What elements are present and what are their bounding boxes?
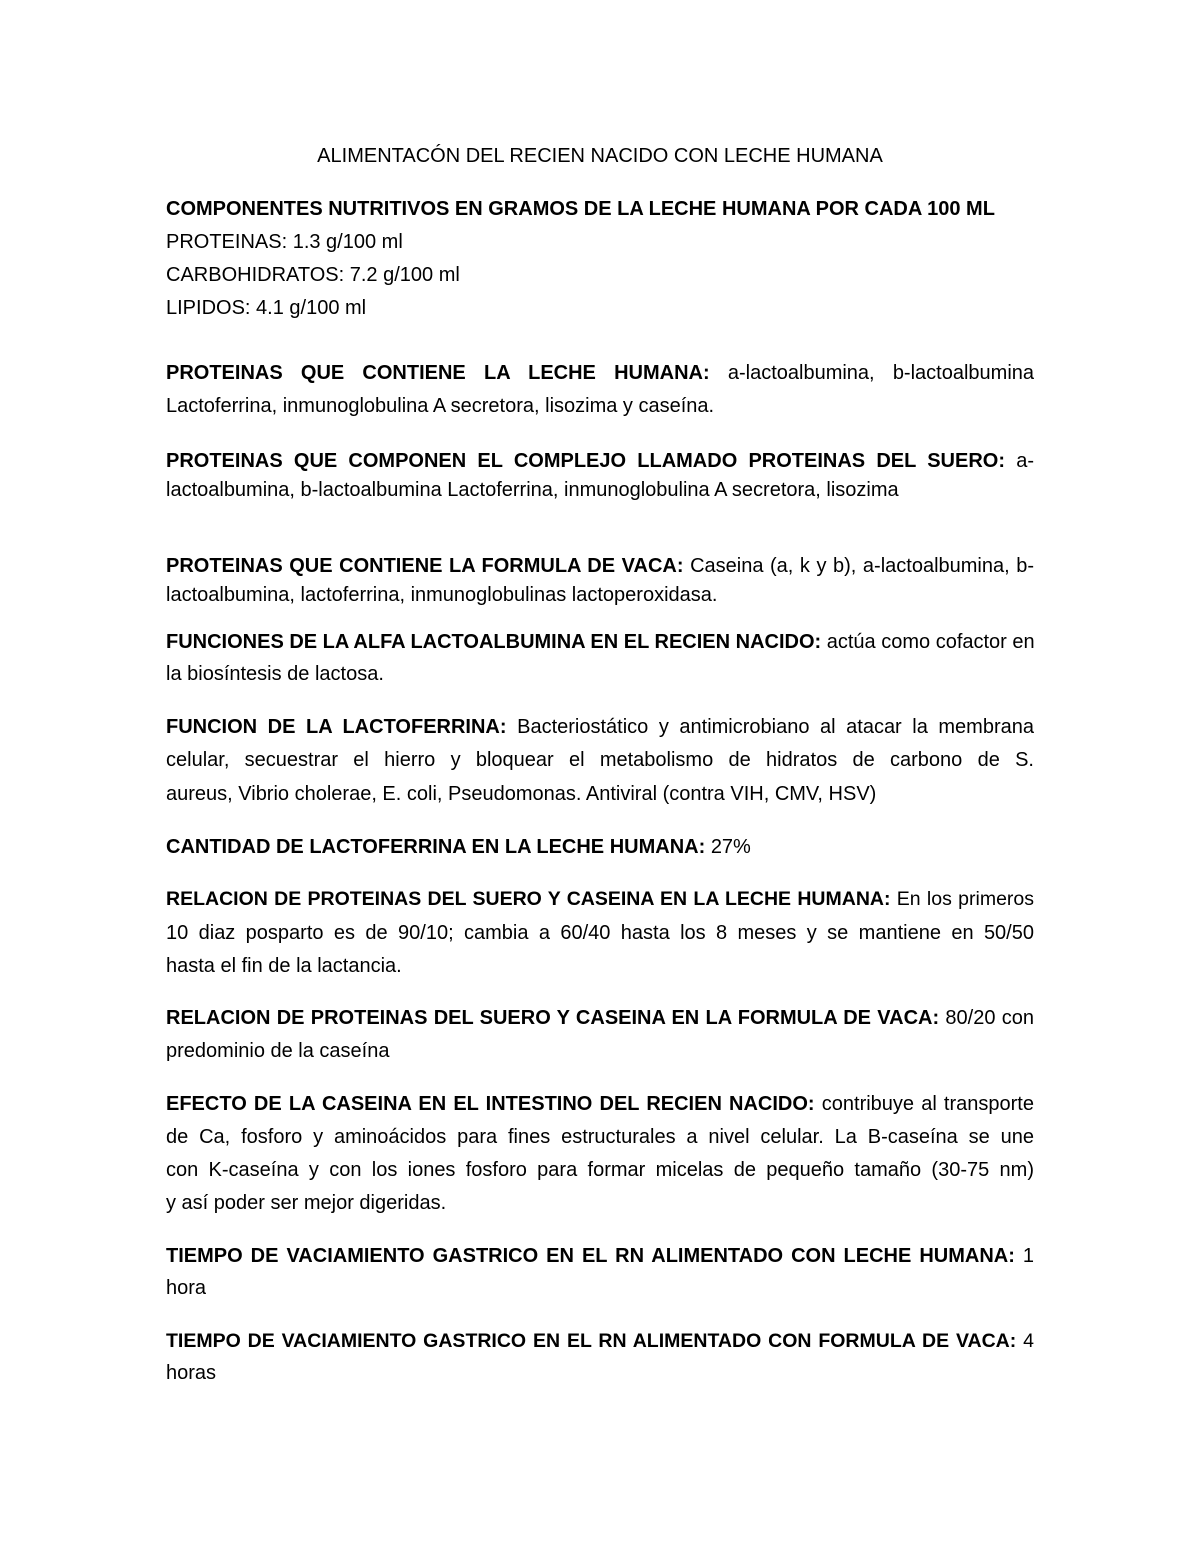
section-text-line: lactoalbumina, lactoferrina, inmunoglobulinas lactoperoxidasa. xyxy=(166,584,718,606)
section-gastric-emptying-human: TIEMPO DE VACIAMIENTO GASTRICO EN EL RN ALIMENTADO CON LECHE HUMANA: 1 xyxy=(166,1245,1034,1267)
component-lipids: LIPIDOS: 4.1 g/100 ml xyxy=(166,297,367,319)
section-text-line: hasta el fin de la lactancia. xyxy=(166,955,402,977)
components-heading: COMPONENTES NUTRITIVOS EN GRAMOS DE LA LECHE HUMANA POR CADA 100 ML xyxy=(166,198,995,220)
section-text-line: Lactoferrina, inmunoglobulina A secretora, lisozima y caseína. xyxy=(166,395,715,417)
section-alpha-lactalbumin-functions: FUNCIONES DE LA ALFA LACTOALBUMINA EN EL RECIEN NACIDO: actúa como cofactor en xyxy=(166,631,1035,653)
section-text-line: hora xyxy=(166,1277,207,1299)
section-text-line: predominio de la caseína xyxy=(166,1040,390,1062)
section-human-milk-proteins: PROTEINAS QUE CONTIENE LA LECHE HUMANA: a-lactoalbumina, b-lactoalbumina xyxy=(166,362,1035,384)
section-text-line: y así poder ser mejor digeridas. xyxy=(166,1192,447,1214)
section-lactoferrin-amount: CANTIDAD DE LACTOFERRINA EN LA LECHE HUMANA: 27% xyxy=(166,836,751,858)
section-text-line: celular, secuestrar el hierro y bloquear el metabolismo de hidratos de carbono de S. xyxy=(166,749,1034,771)
section-casein-effect: EFECTO DE LA CASEINA EN EL INTESTINO DEL RECIEN NACIDO: contribuye al transporte xyxy=(166,1093,1034,1115)
section-text-line: horas xyxy=(166,1362,217,1384)
section-gastric-emptying-cow: TIEMPO DE VACIAMIENTO GASTRICO EN EL RN ALIMENTADO CON FORMULA DE VACA: 4 xyxy=(166,1330,1035,1352)
section-text-line: 10 diaz posparto es de 90/10; cambia a 60/40 hasta los 8 meses y se mantiene en 50/50 xyxy=(166,922,1034,944)
component-carbohydrates: CARBOHIDRATOS: 7.2 g/100 ml xyxy=(166,264,460,286)
component-proteins: PROTEINAS: 1.3 g/100 ml xyxy=(166,231,403,253)
section-text-line: con K-caseína y con los iones fosforo para formar micelas de pequeño tamaño (30-75 nm) xyxy=(166,1159,1034,1181)
section-whey-casein-ratio-cow: RELACION DE PROTEINAS DEL SUERO Y CASEINA EN LA FORMULA DE VACA: 80/20 con xyxy=(166,1007,1034,1029)
section-lactoferrin-function: FUNCION DE LA LACTOFERRINA: Bacteriostático y antimicrobiano al atacar la membrana xyxy=(166,716,1034,738)
document-title: ALIMENTACÓN DEL RECIEN NACIDO CON LECHE HUMANA xyxy=(317,145,883,167)
section-text-line: aureus, Vibrio cholerae, E. coli, Pseudomonas. Antiviral (contra VIH, CMV, HSV) xyxy=(166,783,877,805)
section-text-line: la biosíntesis de lactosa. xyxy=(166,663,384,685)
section-cow-formula-proteins: PROTEINAS QUE CONTIENE LA FORMULA DE VACA: Caseina (a, k y b), a-lactoalbumina, b- xyxy=(166,555,1034,577)
section-whey-casein-ratio-human: RELACION DE PROTEINAS DEL SUERO Y CASEINA EN LA LECHE HUMANA: En los primeros xyxy=(166,888,1034,910)
section-text-line: de Ca, fosforo y aminoácidos para fines estructurales a nivel celular. La B-caseína se une xyxy=(166,1126,1034,1148)
section-whey-proteins: PROTEINAS QUE COMPONEN EL COMPLEJO LLAMADO PROTEINAS DEL SUERO: a- xyxy=(166,450,1034,472)
section-text-line: lactoalbumina, b-lactoalbumina Lactoferrina, inmunoglobulina A secretora, lisozima xyxy=(166,479,899,501)
